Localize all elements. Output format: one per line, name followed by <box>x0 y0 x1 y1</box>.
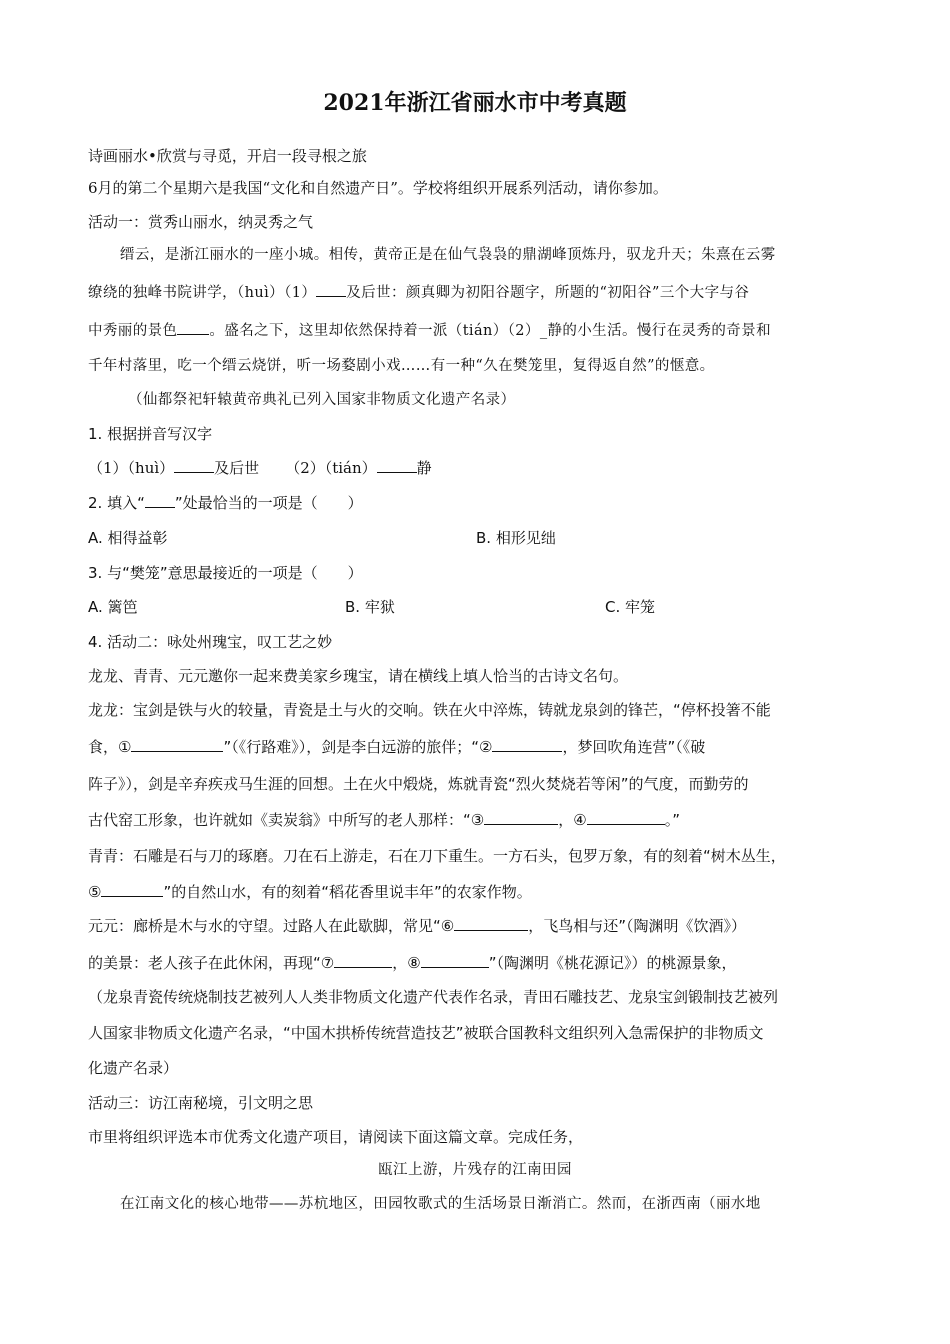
q4-intro: 龙龙、青青、元元邀你一起来费美家乡瑰宝，请在横线上填人恰当的古诗文名句。 <box>88 667 629 685</box>
q3-option-b[interactable]: B. 牢狱 <box>345 598 395 616</box>
q4-line-9: （龙泉青瓷传统烧制技艺被列人人类非物质文化遗产代表作名录，青田石雕技艺、龙泉宝剑锻制技艺被列 <box>88 988 779 1006</box>
q1-suffix-1: 及后世 <box>214 459 260 477</box>
q4-blank-6[interactable] <box>454 916 528 931</box>
q4-text: ”（《行路难》），剑是李白远游的旅伴；“② <box>223 738 493 756</box>
q1-blank-1[interactable] <box>174 458 214 473</box>
q4-blank-1[interactable] <box>131 737 223 752</box>
question-4-label: 4. 活动二：咏处州瑰宝，叹工艺之妙 <box>88 633 333 651</box>
passage-note: （仙都祭祀轩辕黄帝典礼已列入国家非物质文化遗产名录） <box>128 392 516 408</box>
q3-option-c[interactable]: C. 牢笼 <box>605 598 656 616</box>
q4-text: 的美景：老人孩子在此休闲，再现“⑦ <box>88 954 335 972</box>
q4-text: ”（陶渊明《桃花源记》）的桃源景象， <box>488 954 737 972</box>
q4-text: 古代窑工形象，也许就如《卖炭翁》中所写的老人那样：“③ <box>88 811 485 829</box>
q4-text: 食，① <box>88 738 132 756</box>
activity-1-heading: 活动一：赏秀山丽水，纳灵秀之气 <box>88 213 314 231</box>
q4-text: 。” <box>664 811 680 829</box>
q4-line-11: 化遗产名录） <box>88 1059 179 1077</box>
blank-1[interactable] <box>316 282 346 297</box>
page-title: 2021年浙江省丽水市中考真题 <box>323 90 627 116</box>
q4-line-3: 阵子》），剑是辛弃疾戎马生涯的回想。土在火中煅烧，炼就青瓷“烈火焚烧若等闲”的气度，而勤劳的 <box>88 775 749 793</box>
q1-suffix-2: 静 <box>416 459 432 477</box>
q4-text: ，飞鸟相与还”（陶渊明《饮酒》） <box>528 917 747 935</box>
q4-text: ，④ <box>558 811 587 829</box>
intro-line-2: 6月的第二个星期六是我国“文化和自然遗产日”。学校将组织开展系列活动，请你参加。 <box>88 179 668 197</box>
q2-option-b[interactable]: B. 相形见绌 <box>476 529 556 547</box>
q3-option-a[interactable]: A. 篱笆 <box>88 598 138 616</box>
q4-blank-7[interactable] <box>334 953 392 968</box>
passage-line-4: 千年村落里，吃一个缙云烧饼，听一场婺剧小戏……有一种“久在樊笼里，复得返自然”的惬意。 <box>88 358 715 374</box>
q4-blank-3[interactable] <box>484 810 558 825</box>
q4-text: ”的自然山水，有的刻着“稻花香里说丰年”的农家作物。 <box>163 883 532 901</box>
q4-line-2 <box>88 737 705 757</box>
q1-part-2: （2）（tián） <box>285 459 377 477</box>
article-line-1: 在江南文化的核心地带——苏杭地区，田园牧歌式的生活场景日渐消亡。然而，在浙西南（丽水地 <box>120 1196 761 1212</box>
q1-part-1: （1）（huì） <box>88 459 175 477</box>
passage-line-2 <box>88 282 749 303</box>
passage-text: 缭绕的独峰书院讲学，（huì）（1） <box>88 285 317 301</box>
passage-text: 中秀丽的景色 <box>88 323 178 339</box>
q4-blank-4[interactable] <box>587 810 665 825</box>
q2-blank <box>145 493 175 508</box>
activity-3-intro: 市里将组织评选本市优秀文化遗产项目，请阅读下面这篇文章。完成任务， <box>88 1128 584 1146</box>
activity-3-heading: 活动三：访江南秘境，引文明之思 <box>88 1094 314 1112</box>
q4-text: 元元：廊桥是木与水的守望。过路人在此歇脚，常见“⑥ <box>88 917 455 935</box>
q4-line-8 <box>88 953 736 973</box>
q4-blank-2[interactable] <box>492 737 562 752</box>
q1-blank-2[interactable] <box>377 458 417 473</box>
q4-line-10: 人国家非物质文化遗产名录，“中国木拱桥传统营造技艺”被联合国教科文组织列入急需保护的非物质文 <box>88 1024 764 1042</box>
q1-text: 1. 根据拼音写汉字 <box>88 425 213 443</box>
passage-text: 。盛名之下，这里却依然保持着一派（tián）（2）_静的小生活。慢行在灵秀的奇景和 <box>209 323 771 339</box>
q4-line-6 <box>88 882 532 902</box>
q4-blank-5[interactable] <box>101 882 163 897</box>
q4-line-4 <box>88 810 680 830</box>
passage-line-3 <box>88 320 771 341</box>
q4-blank-8[interactable] <box>421 953 489 968</box>
question-3-label: 3. 与“樊笼”意思最接近的一项是（ ） <box>88 564 363 582</box>
q4-line-1: 龙龙：宝剑是铁与火的较量，青瓷是土与火的交响。铁在火中淬炼，铸就龙泉剑的锋芒，“停杯投箸不能 <box>88 701 771 719</box>
q2-option-a[interactable]: A. 相得益彰 <box>88 529 168 547</box>
q4-text: ⑤ <box>88 883 102 901</box>
passage-line-1: 缙云，是浙江丽水的一座小城。相传，黄帝正是在仙气袅袅的鼎湖峰顶炼丹，驭龙升天；朱熹在云雾 <box>120 247 776 263</box>
q2-text: ”处最恰当的一项是（ ） <box>174 494 363 512</box>
q4-line-5: 青青：石雕是石与刀的琢磨。刀在石上游走，石在刀下重生。一方石头，包罗万象，有的刻着“树木丛生， <box>88 847 786 865</box>
passage-text: 及后世：颜真卿为初阳谷题字，所题的“初阳谷”三个大字与谷 <box>346 285 750 301</box>
q4-line-7 <box>88 916 746 936</box>
blank-choice[interactable] <box>177 320 209 335</box>
question-1-answers <box>88 458 432 478</box>
q2-text: 2. 填入“ <box>88 494 145 512</box>
q4-text: ，梦回吹角连营”（《破 <box>562 738 706 756</box>
intro-line-1: 诗画丽水•欣赏与寻觅，开启一段寻根之旅 <box>88 147 367 165</box>
article-title: 瓯江上游，片残存的江南田园 <box>378 1162 572 1178</box>
q4-text: ，⑧ <box>392 954 421 972</box>
question-2-label <box>88 493 363 513</box>
question-1-label <box>88 424 212 444</box>
